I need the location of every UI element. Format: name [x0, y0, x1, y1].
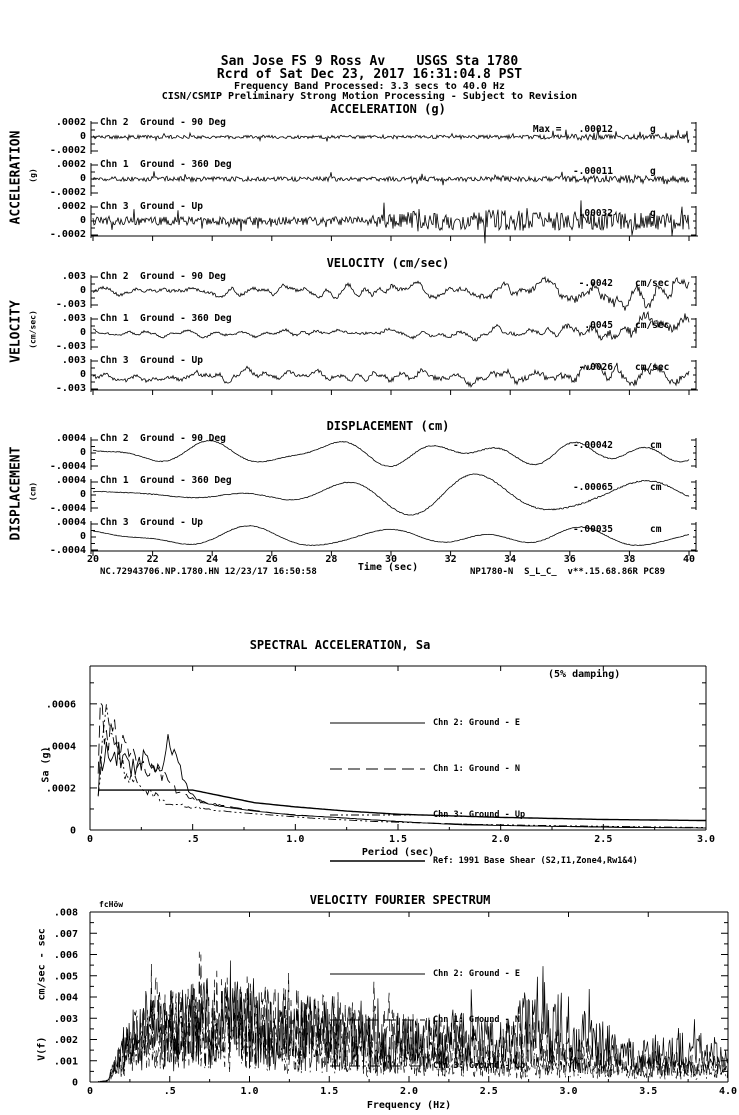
processing-note: CISN/CSMIP Preliminary Strong Motion Processing - Subject to Revision	[161, 91, 578, 102]
ytick-label: 0	[79, 327, 86, 338]
sa-chart	[20, 656, 739, 866]
svg-text:.003: .003	[53, 1013, 78, 1025]
legend-label: Chn 1: Ground - N	[433, 764, 520, 774]
svg-text:0: 0	[69, 825, 76, 837]
svg-text:.001: .001	[53, 1056, 78, 1068]
svg-text:.006: .006	[53, 950, 78, 961]
svg-text:3.5: 3.5	[639, 1086, 658, 1097]
ytick-label: 0	[79, 131, 86, 142]
peak-value-label: Max = .00012	[532, 124, 613, 135]
ytick-label: 0	[79, 173, 86, 184]
svg-text:2.5: 2.5	[479, 1086, 498, 1097]
peak-value-label: -.00065	[572, 482, 613, 493]
peak-value-label: .0045	[584, 320, 613, 331]
peak-unit-label: g	[650, 208, 656, 219]
record-datetime: Rcrd of Sat Dec 23, 2017 16:31:04.8 PST	[216, 67, 523, 82]
ytick-label: 0	[79, 369, 86, 380]
station-title: San Jose FS 9 Ross Av USGS Sta 1780	[220, 54, 519, 69]
ytick-label: .003	[61, 355, 86, 366]
channel-label: Chn 3 Ground - Up	[100, 355, 203, 366]
ytick-label: .0004	[55, 433, 86, 444]
disp-strip-chn2	[0, 430, 739, 474]
svg-text:.0004: .0004	[45, 741, 76, 753]
filter-corner-note: fcHöw	[99, 900, 124, 909]
time-tick-label: 36	[563, 554, 576, 565]
disp-trace-chn1	[88, 472, 703, 516]
svg-text:0: 0	[86, 834, 94, 845]
svg-text:.5: .5	[186, 834, 199, 845]
vel-strip-chn1	[0, 310, 739, 354]
legend-label: Ref: 1991 Base Shear (S2,I1,Zone4,Rw1&4)	[433, 856, 638, 866]
peak-unit-label: cm/sec	[635, 278, 670, 289]
channel-label: Chn 2 Ground - 90 Deg	[100, 433, 226, 444]
channel-label: Chn 1 Ground - 360 Deg	[100, 159, 232, 170]
ytick-label: -.003	[55, 299, 86, 310]
ytick-label: .0004	[55, 517, 86, 528]
channel-label: Chn 3 Ground - Up	[100, 517, 203, 528]
accel-trace-chn1	[88, 156, 703, 200]
displacement-panel	[0, 380, 739, 646]
peak-unit-label: cm	[650, 524, 662, 535]
damping-note: (5% damping)	[548, 669, 621, 680]
svg-text:.0006: .0006	[45, 699, 76, 711]
accel-strip-chn1	[0, 156, 739, 200]
svg-text:2.0: 2.0	[399, 1086, 419, 1097]
fourier-title: VELOCITY FOURIER SPECTRUM	[309, 893, 491, 907]
time-tick-label: 28	[325, 554, 338, 565]
svg-text:1.5: 1.5	[388, 834, 408, 845]
fourier-y-axis-label: V(f) cm/sec - sec	[36, 928, 48, 1061]
channel-label: Chn 2 Ground - 90 Deg	[100, 271, 226, 282]
channel-label: Chn 2 Ground - 90 Deg	[100, 117, 226, 128]
disp-trace-chn2	[88, 430, 703, 474]
peak-value-label: -.00035	[572, 524, 613, 535]
displacement-side-unit: (cm)	[28, 481, 38, 502]
ytick-label: -.0002	[49, 145, 86, 156]
disp-strip-chn1	[0, 472, 739, 516]
peak-unit-label: cm/sec	[635, 320, 670, 331]
vel-strip-chn2	[0, 268, 739, 312]
peak-unit-label: cm	[650, 440, 662, 451]
svg-text:.5: .5	[163, 1086, 176, 1097]
ytick-label: .0002	[55, 159, 86, 170]
acceleration-time-axis	[88, 235, 703, 244]
peak-unit-label: g	[650, 166, 656, 177]
time-tick-label: 22	[146, 554, 159, 565]
svg-text:.008: .008	[53, 908, 78, 919]
velocity-side-unit: (cm/sec)	[28, 310, 38, 349]
time-tick-label: 30	[384, 554, 398, 565]
record-id-footer: NC.72943706.NP.1780.HN 12/23/17 16:50:58	[100, 567, 317, 577]
peak-unit-label: g	[650, 124, 656, 135]
time-tick-label: 38	[623, 554, 636, 565]
ytick-label: 0	[79, 489, 86, 500]
svg-text:.002: .002	[53, 1035, 78, 1046]
peak-unit-label: cm/sec	[635, 362, 670, 373]
acceleration-side-unit: (g)	[28, 168, 38, 183]
fourier-chart	[20, 908, 739, 1115]
legend-label: Chn 3: Ground - Up	[433, 1061, 526, 1071]
ytick-label: -.0002	[49, 187, 86, 198]
ytick-label: .003	[61, 313, 86, 324]
svg-text:.0002: .0002	[45, 783, 76, 795]
acceleration-title: ACCELERATION (g)	[330, 102, 446, 116]
legend-label: Chn 3: Ground - Up	[433, 810, 526, 820]
ytick-label: .0004	[55, 475, 86, 486]
accel-trace-chn2	[88, 114, 703, 158]
svg-text:2.0: 2.0	[491, 834, 510, 845]
svg-text:2.5: 2.5	[594, 834, 613, 845]
time-axis-label: Time (sec)	[357, 562, 419, 573]
ytick-label: -.003	[55, 383, 86, 394]
sa-title: SPECTRAL ACCELERATION, Sa	[249, 638, 431, 652]
vel-trace-chn1	[88, 310, 703, 354]
ytick-label: .0002	[55, 201, 86, 212]
peak-value-label: -.0042	[578, 278, 613, 289]
ytick-label: -.003	[55, 341, 86, 352]
frequency-band-note: Frequency Band Processed: 3.3 secs to 40.0 Hz	[234, 81, 505, 92]
processing-version-footer: NP1780-N S_L_C_ v**.15.68.86R PC89	[470, 567, 666, 577]
legend-label: Chn 2: Ground - E	[433, 718, 520, 728]
svg-text:.005: .005	[53, 971, 78, 983]
velocity-title: VELOCITY (cm/sec)	[326, 256, 450, 270]
peak-value-label: .00032	[578, 208, 613, 219]
legend-label: Chn 2: Ground - E	[433, 969, 520, 979]
svg-text:Period (sec): Period (sec)	[361, 847, 435, 858]
ytick-label: 0	[79, 215, 86, 226]
channel-label: Chn 3 Ground - Up	[100, 201, 203, 212]
svg-text:1.0: 1.0	[240, 1086, 259, 1097]
ytick-label: 0	[79, 447, 86, 458]
peak-value-label: -.00042	[572, 440, 613, 451]
time-tick-label: 20	[86, 554, 100, 565]
legend-label: Chn 1: Ground - N	[433, 1015, 520, 1025]
displacement-side-label: DISPLACEMENT	[8, 446, 24, 541]
svg-text:.007: .007	[53, 928, 78, 940]
ytick-label: -.0004	[49, 503, 86, 514]
channel-label: Chn 1 Ground - 360 Deg	[100, 313, 232, 324]
ytick-label: -.0004	[49, 461, 86, 472]
velocity-side-label: VELOCITY	[8, 300, 24, 363]
time-tick-label: 32	[444, 554, 457, 565]
ytick-label: 0	[79, 531, 86, 542]
svg-text:3.0: 3.0	[559, 1086, 578, 1097]
peak-value-label: -.0026	[578, 362, 613, 373]
channel-label: Chn 1 Ground - 360 Deg	[100, 475, 232, 486]
vel-trace-chn2	[88, 268, 703, 312]
svg-text:Frequency (Hz): Frequency (Hz)	[366, 1100, 452, 1111]
spectral-acceleration-panel	[0, 638, 739, 866]
sa-y-axis-label: Sa (g)	[40, 746, 52, 783]
acceleration-side-label: ACCELERATION	[8, 130, 24, 225]
time-tick-label: 26	[265, 554, 278, 565]
svg-text:.004: .004	[53, 992, 78, 1004]
ytick-label: 0	[79, 285, 86, 296]
velocity-time-axis	[88, 389, 703, 398]
ytick-label: .003	[61, 271, 86, 282]
peak-unit-label: cm	[650, 482, 662, 493]
time-tick-label: 34	[504, 554, 517, 565]
ytick-label: .0002	[55, 117, 86, 128]
svg-text:0: 0	[71, 1077, 78, 1089]
ytick-label: -.0002	[49, 229, 86, 240]
svg-text:4.0: 4.0	[718, 1086, 738, 1097]
peak-value-label: -.00011	[572, 166, 613, 177]
svg-text:0: 0	[86, 1086, 94, 1097]
svg-text:1.0: 1.0	[286, 834, 305, 845]
svg-text:3.0: 3.0	[696, 834, 716, 845]
svg-text:1.5: 1.5	[320, 1086, 339, 1097]
displacement-title: DISPLACEMENT (cm)	[326, 419, 450, 433]
ytick-label: -.0004	[49, 545, 86, 556]
accel-strip-chn2	[0, 114, 739, 158]
time-tick-label: 40	[682, 554, 696, 565]
time-tick-label: 24	[206, 554, 219, 565]
